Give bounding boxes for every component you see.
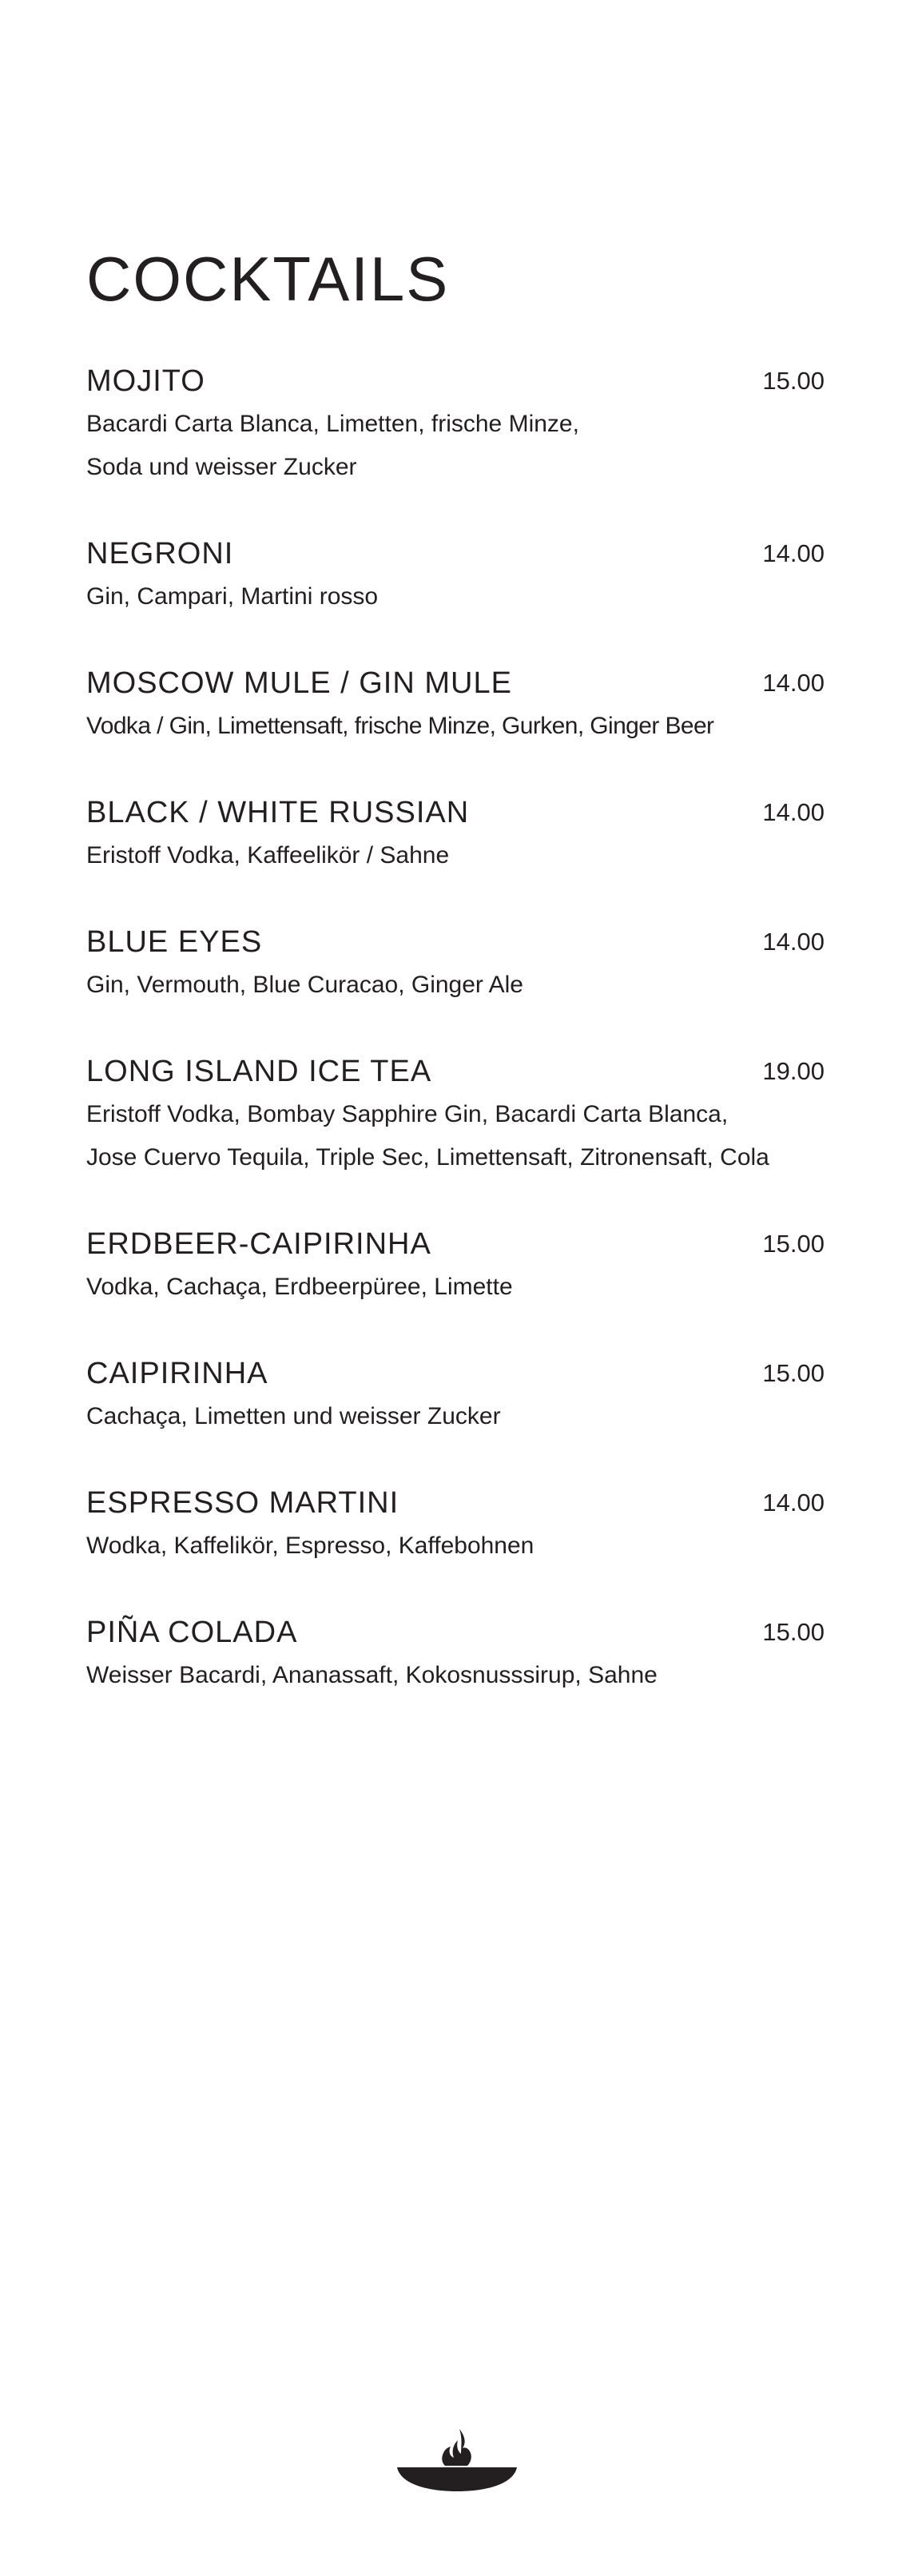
item-description: Bacardi Carta Blanca, Limetten, frische Minze, Soda und weisser Zucker <box>86 411 579 480</box>
menu-item-espresso-martini <box>86 1481 825 1568</box>
item-description: Wodka, Kaffelikör, Espresso, Kaffebohnen <box>86 1532 534 1559</box>
item-price: 15.00 <box>762 1230 825 1258</box>
menu-item-mojito <box>86 360 825 489</box>
item-name: MOSCOW MULE / GIN MULE <box>86 666 512 700</box>
menu-item-negroni <box>86 532 825 618</box>
fire-bowl-icon <box>397 2424 517 2496</box>
item-description: Eristoff Vodka, Kaffeelikör / Sahne <box>86 842 450 869</box>
item-description: Vodka / Gin, Limettensaft, frische Minze, Gurken, Ginger Beer <box>86 713 714 739</box>
menu-item-caipirinha <box>86 1352 825 1438</box>
item-description: Weisser Bacardi, Ananassaft, Kokosnusssirup, Sahne <box>86 1662 658 1688</box>
item-description: Gin, Vermouth, Blue Curacao, Ginger Ale <box>86 972 523 998</box>
item-name: ESPRESSO MARTINI <box>86 1486 399 1520</box>
menu-list <box>86 360 825 1697</box>
item-name: BLACK / WHITE RUSSIAN <box>86 796 470 829</box>
item-name: CAIPIRINHA <box>86 1357 268 1390</box>
item-name: LONG ISLAND ICE TEA <box>86 1055 432 1088</box>
item-name: BLUE EYES <box>86 925 263 959</box>
item-price: 14.00 <box>762 539 825 567</box>
item-price: 15.00 <box>762 1618 825 1646</box>
menu-item-long-island-ice-tea <box>86 1050 825 1179</box>
menu-item-blue-eyes <box>86 920 825 1007</box>
menu-item-black-white-russian <box>86 791 825 877</box>
item-name: PIÑA COLADA <box>86 1616 298 1649</box>
item-price: 19.00 <box>762 1057 825 1085</box>
page-title: COCKTAILS <box>86 244 450 314</box>
item-price: 14.00 <box>762 669 825 697</box>
item-price: 15.00 <box>762 1359 825 1387</box>
item-name: NEGRONI <box>86 537 234 570</box>
item-name: ERDBEER-CAIPIRINHA <box>86 1227 431 1261</box>
item-price: 15.00 <box>762 367 825 395</box>
item-description: Eristoff Vodka, Bombay Sapphire Gin, Bacardi Carta Blanca, Jose Cuervo Tequila, Triple Sec, Limettensaft, Zitronensaft, Cola <box>86 1101 769 1171</box>
menu-item-erdbeer-caipirinha <box>86 1222 825 1309</box>
item-description: Cachaça, Limetten und weisser Zucker <box>86 1403 501 1429</box>
item-price: 14.00 <box>762 798 825 826</box>
item-price: 14.00 <box>762 928 825 956</box>
menu-item-pina-colada <box>86 1611 825 1697</box>
item-description: Vodka, Cachaça, Erdbeerpüree, Limette <box>86 1274 513 1300</box>
item-price: 14.00 <box>762 1489 825 1517</box>
menu-item-moscow-mule <box>86 662 825 748</box>
item-description: Gin, Campari, Martini rosso <box>86 583 379 610</box>
item-name: MOJITO <box>86 364 205 398</box>
